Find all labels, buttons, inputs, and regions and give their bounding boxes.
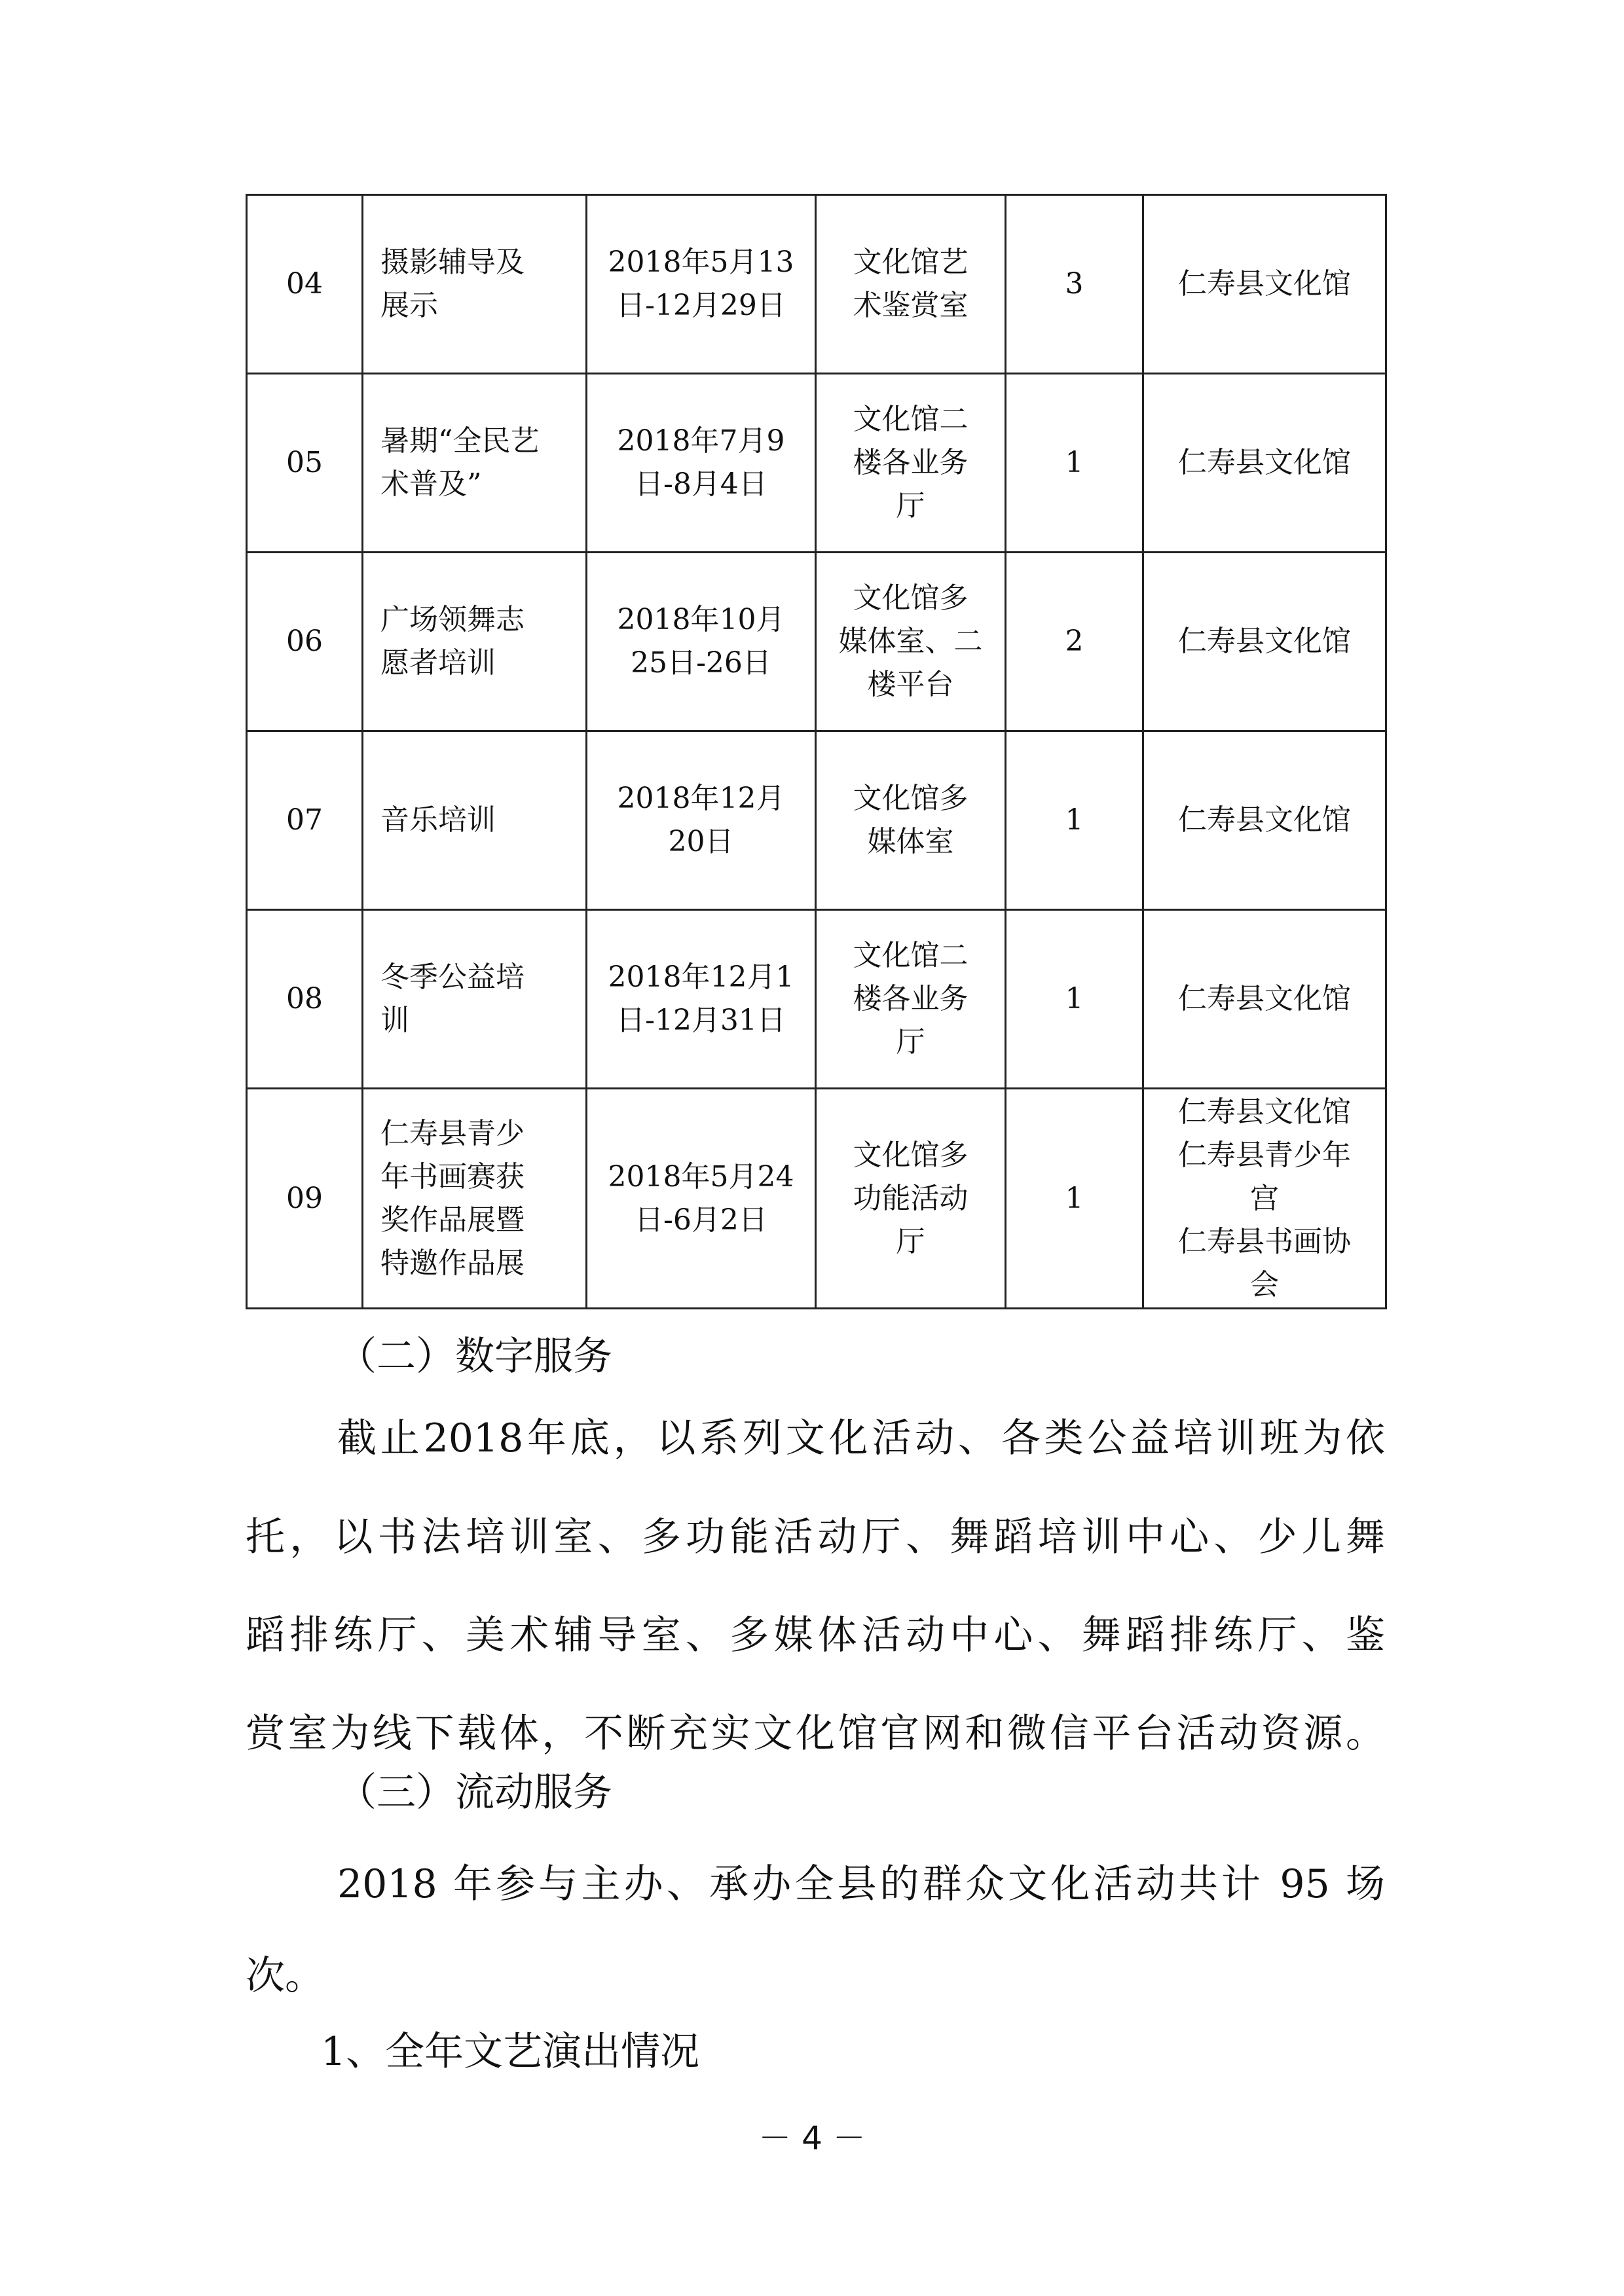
- cell-line: 年书画赛获: [380, 1159, 525, 1194]
- cell-line: 术普及”: [380, 467, 482, 501]
- cell-organizer: [1143, 374, 1386, 553]
- cell-count: 1: [1006, 374, 1143, 553]
- cell-number: 09: [247, 1089, 363, 1309]
- cell-venue: [816, 374, 1006, 553]
- cell-count: 1: [1006, 731, 1143, 910]
- cell-line: 仁寿县文化馆: [1178, 803, 1351, 837]
- cell-line: 仁寿县青少年: [1178, 1138, 1351, 1172]
- cell-date: [587, 1089, 816, 1309]
- cell-venue: [816, 553, 1006, 731]
- table-row: [247, 195, 1386, 374]
- cell-line: 会: [1250, 1267, 1279, 1302]
- paragraph-line: 2018 年参与主办、承办全县的群众文化活动共计 95 场: [337, 1861, 1385, 1907]
- cell-line: 文化馆多: [853, 782, 969, 815]
- cell-line: 展示: [380, 289, 438, 322]
- cell-activity-name: [363, 910, 587, 1089]
- cell-venue: [816, 910, 1006, 1089]
- cell-number: 05: [247, 374, 363, 553]
- cell-line: 冬季公益培: [380, 960, 525, 994]
- cell-line: 2018年12月1: [608, 960, 794, 994]
- table-row: [247, 910, 1386, 1089]
- cell-line: 仁寿县文化馆: [1178, 446, 1351, 479]
- cell-line: 日-12月29日: [616, 289, 786, 322]
- cell-line: 20日: [668, 825, 734, 858]
- cell-line: 日-8月4日: [635, 467, 767, 501]
- cell-line: 厅: [896, 489, 925, 522]
- cell-count: 1: [1006, 910, 1143, 1089]
- cell-count: 2: [1006, 553, 1143, 731]
- cell-activity-name: [363, 195, 587, 374]
- table-row: [247, 1089, 1386, 1309]
- cell-line: 术鉴赏室: [853, 289, 969, 322]
- cell-line: 文化馆二: [853, 939, 969, 972]
- cell-activity-name: [363, 731, 587, 910]
- cell-line: 仁寿县文化馆: [1178, 982, 1351, 1015]
- cell-line: 2018年12月: [617, 782, 785, 815]
- cell-line: 功能活动: [853, 1181, 969, 1215]
- cell-date: [587, 731, 816, 910]
- cell-line: 文化馆多: [853, 581, 969, 615]
- activity-table: [246, 194, 1387, 1309]
- cell-line: 广场领舞志: [380, 603, 525, 636]
- cell-line: 厅: [896, 1224, 925, 1258]
- cell-organizer: [1143, 731, 1386, 910]
- cell-venue: [816, 195, 1006, 374]
- cell-line: 文化馆多: [853, 1138, 969, 1172]
- cell-number: 08: [247, 910, 363, 1089]
- cell-line: 楼各业务: [853, 982, 969, 1015]
- cell-organizer: [1143, 553, 1386, 731]
- cell-date: [587, 374, 816, 553]
- cell-activity-name: [363, 553, 587, 731]
- table-row: [247, 374, 1386, 553]
- cell-line: 仁寿县青少: [380, 1116, 525, 1150]
- paragraph-line: 托，以书法培训室、多功能活动厅、舞蹈培训中心、少儿舞: [246, 1514, 1385, 1560]
- cell-line: 仁寿县文化馆: [1178, 1095, 1351, 1129]
- table-row: [247, 731, 1386, 910]
- cell-line: 文化馆二: [853, 403, 969, 436]
- cell-activity-name: [363, 374, 587, 553]
- cell-date: [587, 195, 816, 374]
- cell-number: 06: [247, 553, 363, 731]
- cell-line: 愿者培训: [380, 646, 496, 680]
- cell-organizer: [1143, 195, 1386, 374]
- cell-line: 楼各业务: [853, 446, 969, 479]
- page-number: － 4 －: [758, 2119, 866, 2157]
- paragraph-line: 次。: [246, 1953, 324, 1999]
- cell-line: 文化馆艺: [853, 246, 969, 279]
- cell-number: 04: [247, 195, 363, 374]
- subheading-performances: 1、全年文艺演出情况: [321, 2029, 700, 2075]
- cell-date: [587, 553, 816, 731]
- cell-number: 07: [247, 731, 363, 910]
- cell-count: 1: [1006, 1089, 1143, 1309]
- cell-line: 音乐培训: [380, 803, 496, 837]
- cell-activity-name: [363, 1089, 587, 1309]
- cell-line: 厅: [896, 1025, 925, 1059]
- paragraph-line: 蹈排练厅、美术辅导室、多媒体活动中心、舞蹈排练厅、鉴: [246, 1613, 1385, 1658]
- cell-line: 日-6月2日: [635, 1203, 767, 1237]
- paragraph-line: 截止2018年底，以系列文化活动、各类公益培训班为依: [337, 1415, 1385, 1461]
- cell-line: 25日-26日: [631, 646, 771, 680]
- cell-line: 摄影辅导及: [380, 246, 525, 279]
- cell-line: 宫: [1250, 1181, 1279, 1215]
- cell-organizer: [1143, 910, 1386, 1089]
- cell-line: 仁寿县文化馆: [1178, 625, 1351, 658]
- table-row: [247, 553, 1386, 731]
- cell-count: 3: [1006, 195, 1143, 374]
- cell-venue: [816, 731, 1006, 910]
- cell-line: 日-12月31日: [616, 1004, 786, 1037]
- cell-date: [587, 910, 816, 1089]
- cell-line: 训: [380, 1004, 409, 1037]
- cell-venue: [816, 1089, 1006, 1309]
- cell-line: 仁寿县文化馆: [1178, 267, 1351, 301]
- section-heading-digital-services: （二）数字服务: [337, 1334, 612, 1379]
- cell-organizer: [1143, 1089, 1386, 1309]
- cell-line: 奖作品展暨: [380, 1203, 525, 1237]
- cell-line: 特邀作品展: [380, 1246, 525, 1280]
- cell-line: 媒体室、二: [838, 625, 983, 658]
- cell-line: 媒体室: [867, 825, 954, 858]
- cell-line: 2018年5月24: [608, 1159, 794, 1194]
- paragraph-line: 赏室为线下载体，不断充实文化馆官网和微信平台活动资源。: [246, 1711, 1385, 1757]
- cell-line: 暑期“全民艺: [380, 424, 540, 458]
- section-heading-mobile-services: （三）流动服务: [337, 1770, 612, 1815]
- cell-line: 仁寿县书画协: [1178, 1224, 1351, 1258]
- cell-line: 2018年7月9: [617, 424, 785, 458]
- cell-line: 2018年5月13: [608, 246, 794, 279]
- cell-line: 2018年10月: [617, 603, 785, 636]
- cell-line: 楼平台: [867, 668, 954, 701]
